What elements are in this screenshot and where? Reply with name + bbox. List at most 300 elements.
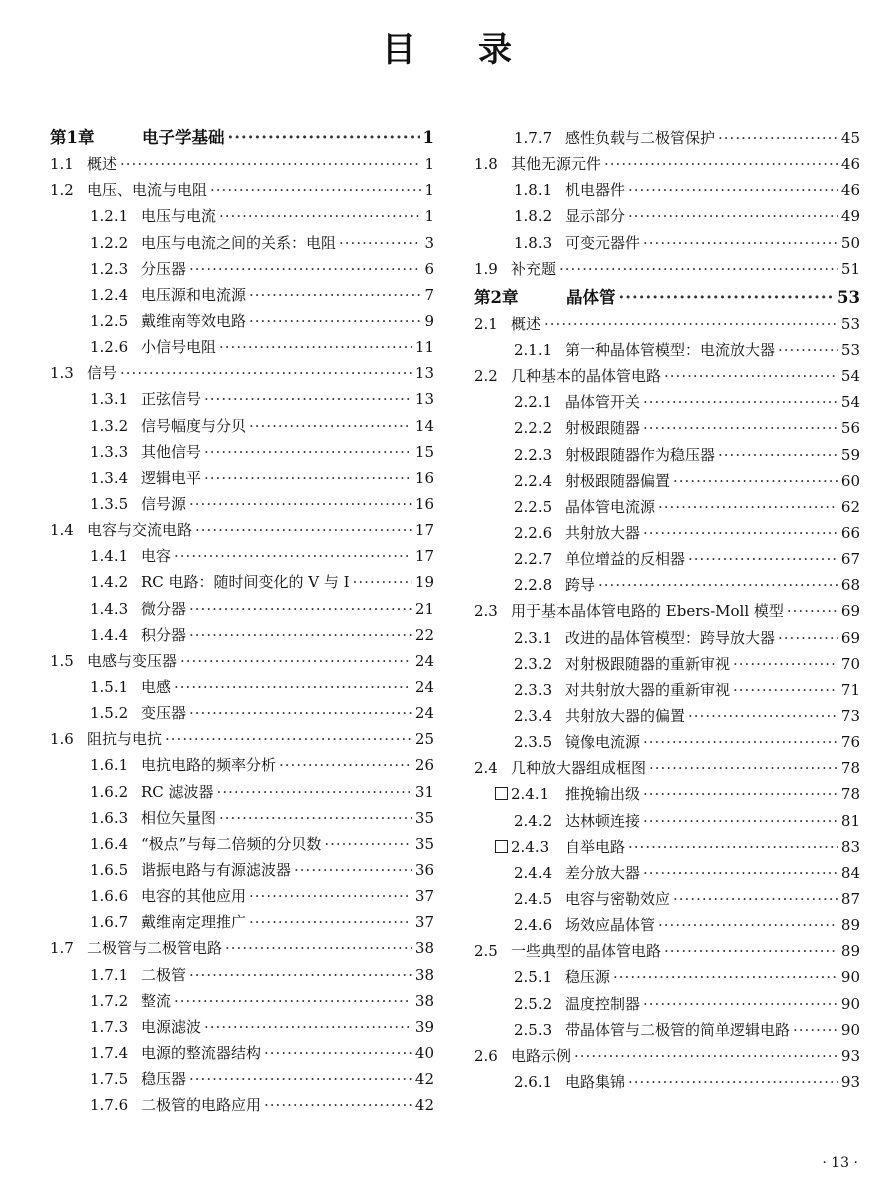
- toc-entry-number: [514, 811, 565, 831]
- dot-leader: [195, 520, 412, 540]
- dot-leader: [658, 497, 838, 517]
- toc-entry-page: 9: [424, 311, 434, 330]
- toc-entry-number-text: 1.8.2: [514, 207, 553, 226]
- toc-entry[interactable]: [474, 497, 860, 517]
- toc-entry[interactable]: [474, 549, 860, 569]
- toc-entry[interactable]: [50, 337, 434, 357]
- toc-entry[interactable]: [474, 1046, 860, 1066]
- toc-entry-page: 37: [414, 913, 434, 932]
- toc-entry[interactable]: [50, 572, 434, 592]
- dot-leader: [174, 991, 412, 1011]
- toc-entry-number-text: 2.4.4: [514, 863, 553, 882]
- toc-entry-number: [474, 154, 511, 174]
- toc-entry[interactable]: [474, 1072, 860, 1092]
- toc-entry[interactable]: [50, 1043, 434, 1063]
- toc-entry-title: 电子学基础: [142, 128, 225, 147]
- toc-entry-number: [514, 732, 565, 752]
- toc-entry-title: 机电器件: [565, 181, 626, 200]
- toc-entry[interactable]: [474, 575, 860, 595]
- toc-entry-number-text: 1.3.4: [90, 468, 129, 487]
- toc-entry-page: 83: [840, 837, 860, 856]
- toc-entry-number-text: 1.2.6: [90, 338, 129, 357]
- toc-entry[interactable]: [50, 965, 434, 985]
- toc-entry-page: 69: [840, 628, 860, 647]
- toc-entry-number-text: 1.7.1: [90, 965, 129, 984]
- toc-entry-number-text: 第1章: [50, 128, 95, 147]
- toc-entry-page: 16: [414, 494, 434, 513]
- toc-entry-page: 90: [840, 1020, 860, 1039]
- dot-leader: [598, 575, 838, 595]
- toc-entry-number-text: 2.2: [474, 367, 498, 386]
- toc-entry-page: 11: [414, 338, 434, 357]
- toc-entry[interactable]: [474, 680, 860, 700]
- toc-entry[interactable]: [50, 625, 434, 645]
- toc-entry-number: [90, 677, 141, 697]
- toc-entry-title: 射极跟随器作为稳压器: [565, 445, 716, 464]
- toc-entry-title: 微分器: [141, 599, 187, 618]
- toc-entry-title: 电源的整流器结构: [141, 1043, 262, 1062]
- toc-entry-number-text: 2.5: [474, 942, 498, 961]
- optional-section-box-icon: [495, 787, 508, 800]
- toc-entry[interactable]: [474, 601, 860, 621]
- toc-entry-number: [90, 337, 141, 357]
- toc-entry-number-text: 2.3.5: [514, 733, 553, 752]
- toc-entry-page: 68: [840, 576, 860, 595]
- toc-entry-page: 49: [840, 207, 860, 226]
- dot-leader: [219, 337, 412, 357]
- toc-entry-number: [90, 546, 141, 566]
- toc-entry[interactable]: [474, 863, 860, 883]
- toc-entry-page: 90: [840, 994, 860, 1013]
- toc-entry[interactable]: [50, 520, 434, 540]
- toc-entry-number-text: 1.3: [50, 364, 74, 383]
- toc-entry-page: 16: [414, 468, 434, 487]
- toc-entry[interactable]: [50, 546, 434, 566]
- toc-entry-number-text: 1.6.5: [90, 860, 129, 879]
- dot-leader: [628, 1072, 838, 1092]
- toc-entry-page: 54: [840, 367, 860, 386]
- toc-entry-number-text: 2.2.5: [514, 497, 553, 516]
- toc-entry-number: [514, 392, 565, 412]
- toc-entry[interactable]: [50, 991, 434, 1011]
- toc-entry[interactable]: [50, 311, 434, 331]
- toc-entry[interactable]: [474, 314, 860, 334]
- toc-entry-number: [50, 729, 87, 749]
- toc-entry[interactable]: [474, 628, 860, 648]
- toc-left-column: [50, 128, 434, 1121]
- toc-entry-page: 39: [414, 1017, 434, 1036]
- toc-entry[interactable]: [474, 445, 860, 465]
- dot-leader: [778, 340, 838, 360]
- toc-entry-title: 稳压器: [141, 1070, 187, 1089]
- toc-entry-number-text: 1.7.5: [90, 1070, 129, 1089]
- toc-entry[interactable]: [50, 834, 434, 854]
- toc-entry-title: 电压与电流之间的关系：电阻: [141, 233, 337, 252]
- toc-entry[interactable]: [50, 468, 434, 488]
- toc-entry-number-text: 2.3.2: [514, 654, 553, 673]
- toc-entry-page: 46: [840, 181, 860, 200]
- toc-entry[interactable]: [474, 128, 860, 148]
- toc-entry[interactable]: [474, 889, 860, 909]
- toc-entry-title: 用于基本晶体管电路的 Ebers-Moll 模型: [511, 602, 784, 621]
- toc-entry-number-text: 第2章: [474, 287, 519, 307]
- toc-entry-page: 17: [414, 547, 434, 566]
- toc-entry[interactable]: [50, 442, 434, 462]
- toc-entry-page: 1: [424, 155, 434, 174]
- toc-entry-number-text: 1.2.4: [90, 285, 129, 304]
- toc-entry[interactable]: [474, 233, 860, 253]
- dot-leader: [249, 912, 412, 932]
- toc-entry-title: 二极管与二极管电路: [87, 939, 223, 958]
- toc-entry[interactable]: [474, 471, 860, 491]
- toc-entry[interactable]: [474, 180, 860, 200]
- toc-entry-number-text: 1.2.5: [90, 311, 129, 330]
- toc-entry[interactable]: [474, 392, 860, 412]
- toc-entry[interactable]: [50, 860, 434, 880]
- toc-entry-page: 1: [422, 128, 434, 147]
- toc-entry-number: [514, 206, 565, 226]
- toc-entry-number: [90, 1069, 141, 1089]
- toc-entry-title: 相位矢量图: [141, 808, 217, 827]
- dot-leader: [559, 259, 838, 279]
- toc-entry[interactable]: [50, 912, 434, 932]
- toc-entry-page: 81: [840, 811, 860, 830]
- toc-entry[interactable]: [474, 1020, 860, 1040]
- toc-entry-number: [90, 965, 141, 985]
- toc-entry[interactable]: [474, 366, 860, 386]
- toc-entry-number: [514, 575, 565, 595]
- toc-entry-title: 跨导: [565, 576, 596, 595]
- toc-entry-page: 51: [840, 259, 860, 278]
- toc-entry-title: 电容的其他应用: [141, 887, 247, 906]
- toc-entry-number-text: 2.4.5: [514, 889, 553, 908]
- dot-leader: [643, 732, 838, 752]
- toc-entry-page: 1: [424, 207, 434, 226]
- toc-entry-page: 35: [414, 834, 434, 853]
- page-title: [0, 22, 896, 71]
- toc-entry-number: [90, 886, 141, 906]
- toc-entry[interactable]: [50, 494, 434, 514]
- toc-entry[interactable]: [50, 677, 434, 697]
- toc-entry-number-text: 2.5.1: [514, 968, 553, 987]
- toc-entry-number: [90, 991, 141, 1011]
- dot-leader: [294, 860, 412, 880]
- dot-leader: [279, 755, 412, 775]
- toc-entry[interactable]: [474, 837, 860, 857]
- dot-leader: [673, 471, 838, 491]
- toc-entry-page: 89: [840, 942, 860, 961]
- dot-leader: [249, 416, 412, 436]
- toc-entry-number-text: 2.5.2: [514, 994, 553, 1013]
- toc-entry-number-text: 2.6: [474, 1046, 498, 1065]
- toc-entry-number: [514, 967, 565, 987]
- toc-entry[interactable]: [50, 363, 434, 383]
- toc-entry-page: 45: [840, 129, 860, 147]
- toc-entry-title: 电感: [141, 677, 172, 696]
- toc-entry-title: 信号: [87, 364, 118, 383]
- toc-entry-number: [90, 755, 141, 775]
- toc-entry-title: 分压器: [141, 259, 187, 278]
- toc-entry-title: 改进的晶体管模型：跨导放大器: [565, 628, 776, 647]
- toc-entry[interactable]: [50, 729, 434, 749]
- toc-entry-number-text: 1.7.6: [90, 1096, 129, 1115]
- toc-entry-number-text: 2.5.3: [514, 1020, 553, 1039]
- toc-entry[interactable]: [50, 154, 434, 174]
- toc-entry-number-text: 2.1.1: [514, 340, 553, 359]
- toc-entry-page: 78: [840, 785, 860, 804]
- toc-entry-number: [514, 497, 565, 517]
- toc-entry-title: 共射放大器的偏置: [565, 706, 686, 725]
- toc-entry-number-text: 2.2.3: [514, 445, 553, 464]
- toc-entry-title: 可变元器件: [565, 233, 641, 252]
- toc-entry-title: “极点”与每二倍频的分贝数: [141, 834, 322, 853]
- toc-entry-number: [474, 314, 511, 334]
- toc-entry-title: 逻辑电平: [141, 468, 202, 487]
- toc-entry-number-text: 1.6.7: [90, 913, 129, 932]
- dot-leader: [180, 651, 412, 671]
- toc-entry-number-text: 1.7: [50, 939, 74, 958]
- toc-entry-number: [90, 259, 141, 279]
- toc-entry-number-text: 2.4.1: [511, 785, 550, 804]
- toc-entry-number: [90, 389, 141, 409]
- toc-entry-number: [514, 340, 565, 360]
- toc-entry[interactable]: [474, 941, 860, 961]
- toc-entry-number-text: 1.3.3: [90, 442, 129, 461]
- toc-entry-number: [90, 468, 141, 488]
- toc-entry-page: 53: [840, 314, 860, 333]
- toc-entry-number-text: 2.4.3: [511, 837, 550, 856]
- dot-leader: [174, 677, 412, 697]
- dot-leader: [204, 468, 412, 488]
- toc-entry-page: 14: [414, 416, 434, 435]
- toc-entry-number-text: 1.8.3: [514, 233, 553, 252]
- dot-leader: [264, 1043, 412, 1063]
- dot-leader: [643, 784, 838, 804]
- toc-entry-title: 电容: [141, 547, 172, 566]
- toc-entry-number-text: 1.2: [50, 181, 74, 200]
- toc-entry-page: 59: [840, 445, 860, 464]
- optional-section-box-icon: [495, 840, 508, 853]
- toc-entry-number: [90, 834, 141, 854]
- toc-entry-number: [90, 625, 141, 645]
- toc-entry-page: 71: [840, 680, 860, 699]
- toc-entry[interactable]: [474, 967, 860, 987]
- dot-leader: [210, 180, 421, 200]
- toc-entry-number-text: 1.8: [474, 155, 498, 174]
- toc-entry[interactable]: [474, 915, 860, 935]
- toc-entry-page: 25: [414, 730, 434, 749]
- toc-right-column: [474, 128, 860, 1098]
- dot-leader: [604, 154, 838, 174]
- toc-entry-number-text: 2.3.1: [514, 628, 553, 647]
- toc-entry-number-text: 1.3.2: [90, 416, 129, 435]
- toc-entry-title: 电源滤波: [141, 1017, 202, 1036]
- toc-entry-number-text: 1.4.4: [90, 625, 129, 644]
- toc-entry-number-text: 1.7.4: [90, 1043, 129, 1062]
- toc-entry-title: 概述: [87, 155, 118, 174]
- toc-entry-page: 70: [840, 654, 860, 673]
- dot-leader: [339, 233, 421, 253]
- dot-leader: [649, 758, 838, 778]
- toc-entry-number: [50, 154, 87, 174]
- toc-entry[interactable]: [474, 732, 860, 752]
- toc-entry[interactable]: [50, 755, 434, 775]
- toc-entry-number: [90, 599, 141, 619]
- toc-entry-number: [90, 1043, 141, 1063]
- toc-entry-number-text: 1.4: [50, 521, 74, 540]
- toc-entry-number-text: 2.6.1: [514, 1072, 553, 1091]
- toc-entry-number-text: 2.2.4: [514, 471, 553, 490]
- toc-entry[interactable]: [50, 206, 434, 226]
- toc-entry-page: 40: [414, 1043, 434, 1062]
- toc-entry-page: 35: [414, 808, 434, 827]
- toc-entry-page: 69: [840, 602, 860, 621]
- toc-entry[interactable]: [50, 259, 434, 279]
- toc-entry-number-text: 1.7.7: [514, 129, 553, 147]
- toc-entry[interactable]: [474, 706, 860, 726]
- toc-entry-number: [514, 128, 565, 148]
- toc-entry-number: [50, 520, 87, 540]
- toc-entry[interactable]: [474, 206, 860, 226]
- toc-entry-title: 第一种晶体管模型：电流放大器: [565, 340, 776, 359]
- toc-entry[interactable]: [50, 599, 434, 619]
- dot-leader: [574, 1046, 838, 1066]
- dot-leader: [643, 233, 838, 253]
- toc-entry-number-text: 1.6.6: [90, 887, 129, 906]
- toc-entry-number-text: 1.2.1: [90, 207, 129, 226]
- toc-entry-page: 90: [840, 968, 860, 987]
- toc-entry-number: [495, 837, 565, 857]
- toc-entry-number: [90, 808, 141, 828]
- toc-entry-title: 戴维南定理推广: [141, 913, 247, 932]
- toc-entry-title: 射极跟随器: [565, 419, 641, 438]
- toc-entry[interactable]: [474, 523, 860, 543]
- toc-entry-number-text: 1.6.3: [90, 808, 129, 827]
- toc-entry-title: 对共射放大器的重新审视: [565, 680, 731, 699]
- toc-entry[interactable]: [474, 259, 860, 279]
- toc-entry-page: 54: [840, 393, 860, 412]
- toc-entry-number: [514, 706, 565, 726]
- toc-entry[interactable]: [474, 418, 860, 438]
- toc-entry-number-text: 1.4.1: [90, 547, 129, 566]
- toc-entry-title: 信号幅度与分贝: [141, 416, 247, 435]
- toc-entry-number-text: 1.5.2: [90, 704, 129, 723]
- toc-entry-page: 1: [424, 181, 434, 200]
- toc-chapter-entry[interactable]: [474, 288, 860, 308]
- toc-entry[interactable]: [50, 1017, 434, 1037]
- dot-leader: [189, 1069, 412, 1089]
- toc-entry[interactable]: [50, 938, 434, 958]
- toc-entry-page: 42: [414, 1070, 434, 1089]
- toc-entry[interactable]: [50, 389, 434, 409]
- toc-entry-title: 温度控制器: [565, 994, 641, 1013]
- toc-entry-page: 67: [840, 550, 860, 569]
- toc-entry[interactable]: [474, 154, 860, 174]
- toc-entry-number-text: 2.2.6: [514, 523, 553, 542]
- toc-entry[interactable]: [474, 811, 860, 831]
- toc-entry-number: [474, 1046, 511, 1066]
- dot-leader: [733, 680, 838, 700]
- toc-entry[interactable]: [474, 784, 860, 804]
- toc-entry-number-text: 1.3.5: [90, 494, 129, 513]
- toc-entry-number-text: 2.4.6: [514, 916, 553, 935]
- toc-entry-page: 19: [414, 573, 434, 592]
- toc-entry-page: 56: [840, 419, 860, 438]
- toc-entry[interactable]: [474, 340, 860, 360]
- toc-entry[interactable]: [474, 654, 860, 674]
- toc-entry-number-text: 2.2.1: [514, 393, 553, 412]
- toc-entry-number-text: 1.2.3: [90, 259, 129, 278]
- page-number: · 13 ·: [822, 1155, 858, 1171]
- toc-entry-number: [90, 572, 141, 592]
- toc-entry-page: 46: [840, 155, 860, 174]
- toc-entry-number-text: 1.7.3: [90, 1017, 129, 1036]
- dot-leader: [787, 601, 838, 621]
- toc-entry-title: 概述: [511, 314, 542, 333]
- toc-entry[interactable]: [50, 782, 434, 802]
- toc-entry[interactable]: [50, 1095, 434, 1115]
- dot-leader: [174, 546, 412, 566]
- toc-entry-number: [514, 863, 565, 883]
- dot-leader: [204, 1017, 412, 1037]
- toc-entry-title: 其他信号: [141, 442, 202, 461]
- toc-entry[interactable]: [50, 651, 434, 671]
- toc-entry[interactable]: [50, 416, 434, 436]
- toc-entry-number: [514, 471, 565, 491]
- toc-entry-page: 66: [840, 523, 860, 542]
- toc-entry-title: 其他无源元件: [511, 155, 602, 174]
- toc-entry-page: 7: [424, 285, 434, 304]
- toc-entry-title: 电压与电流: [141, 207, 217, 226]
- toc-entry-title: 整流: [141, 991, 172, 1010]
- toc-chapter-entry[interactable]: [50, 128, 434, 148]
- toc-entry-number: [50, 180, 87, 200]
- dot-leader: [643, 523, 838, 543]
- toc-entry-page: 24: [414, 704, 434, 723]
- toc-entry-number: [514, 549, 565, 569]
- toc-entry-page: 13: [414, 364, 434, 383]
- dot-leader: [225, 938, 412, 958]
- toc-entry[interactable]: [50, 233, 434, 253]
- toc-entry-number: [514, 1072, 565, 1092]
- dot-leader: [628, 837, 838, 857]
- toc-entry-number-text: 1.1: [50, 155, 74, 174]
- toc-entry-number: [50, 651, 87, 671]
- toc-entry[interactable]: [50, 703, 434, 723]
- dot-leader: [643, 863, 838, 883]
- toc-entry[interactable]: [50, 808, 434, 828]
- toc-entry-title: 晶体管开关: [565, 393, 641, 412]
- toc-entry[interactable]: [474, 994, 860, 1014]
- toc-entry[interactable]: [474, 758, 860, 778]
- dot-leader: [219, 206, 421, 226]
- toc-entry[interactable]: [50, 180, 434, 200]
- toc-entry-page: 3: [424, 233, 434, 252]
- toc-entry[interactable]: [50, 886, 434, 906]
- toc-entry-number: [474, 259, 511, 279]
- toc-entry-title: 信号源: [141, 494, 187, 513]
- toc-entry-number: [474, 366, 511, 386]
- toc-entry-number-text: 1.5: [50, 651, 74, 670]
- toc-entry-title: 几种基本的晶体管电路: [511, 367, 662, 386]
- toc-entry-title: 一些典型的晶体管电路: [511, 942, 662, 961]
- toc-entry-page: 17: [414, 521, 434, 540]
- toc-entry[interactable]: [50, 1069, 434, 1089]
- toc-entry-title: RC 电路：随时间变化的 V 与 I: [141, 573, 350, 592]
- dot-leader: [189, 259, 421, 279]
- toc-entry[interactable]: [50, 285, 434, 305]
- toc-entry-title: 变压器: [141, 704, 187, 723]
